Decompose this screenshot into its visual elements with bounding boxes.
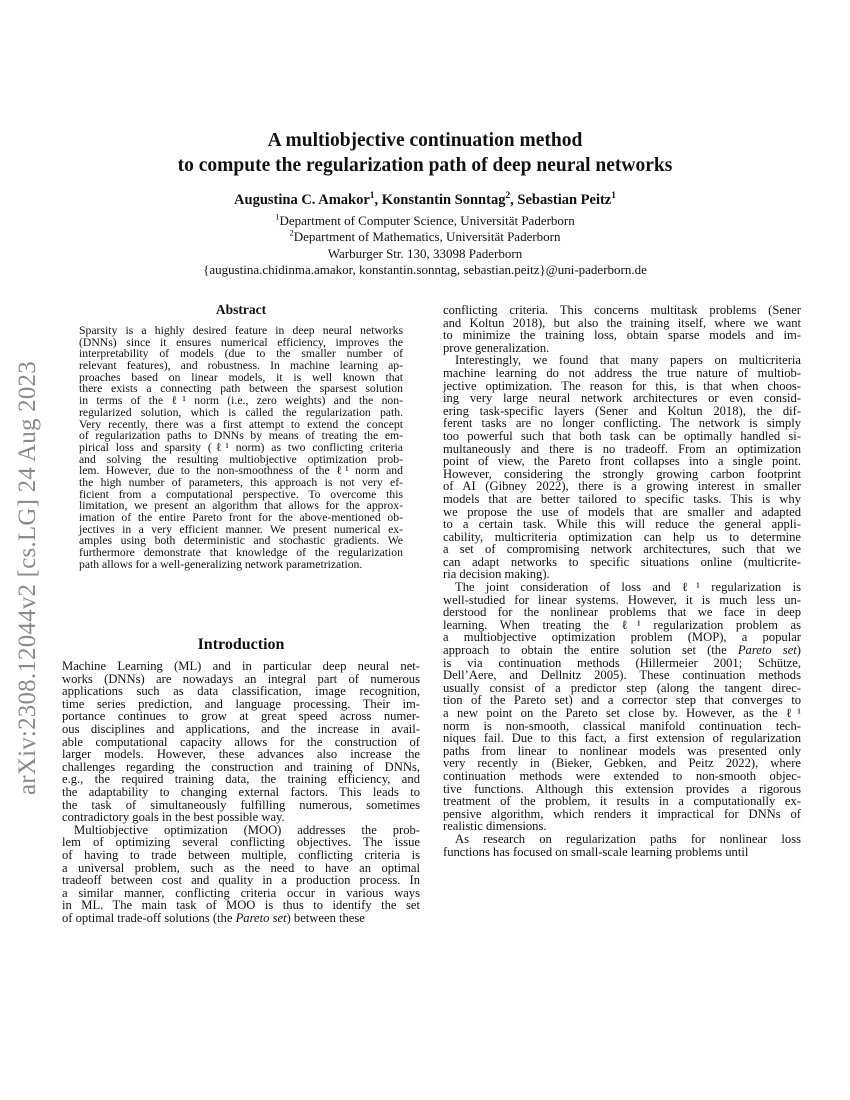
paper-title xyxy=(0,128,850,178)
text-line: able computational capacity allows for the construction of xyxy=(62,734,420,749)
title-line-1: A multiobjective continuation method xyxy=(267,130,583,151)
text-line: of regularization paths to DNNs by means of treating the em- xyxy=(79,429,403,443)
text-line: (DNNs) since it ensures numerical efficiency, improves the xyxy=(79,335,403,349)
text-line: and solving the resulting multiobjective optimization prob- xyxy=(79,452,403,466)
text-line: treatment of the problem, it results in a computationally ex- xyxy=(443,794,801,809)
text-line: point of view, the Pareto front collapses into a single point. xyxy=(443,454,801,469)
text-segment: of optimal trade-off solutions (the xyxy=(62,910,236,925)
text-line: of AI (Gibney 2022), there is a growing interest in smaller xyxy=(443,479,801,494)
text-line: machine learning do not address the true nature of multiob- xyxy=(443,365,801,380)
text-line: pensive algorithm, which renders it impractical for DNNs of xyxy=(443,806,801,821)
text-line: in terms of the ℓ¹ norm (i.e., zero weights) and the non- xyxy=(79,394,403,408)
title-line-2: to compute the regularization path of deep neural networks xyxy=(177,155,673,176)
text-line: continuation methods were extended to non-smooth objec- xyxy=(443,768,801,783)
text-line: in ML. The main task of MOO is thus to identify the set xyxy=(62,898,420,913)
author-affil-sup: 1 xyxy=(611,191,616,202)
text-line: a set of compromising network architectures, such that we xyxy=(443,542,801,557)
text-line xyxy=(443,643,801,656)
text-line: and Koltun 2018), but also the training itself, where we want xyxy=(443,315,801,330)
text-line: the high number of parameters, this approach is not very ef- xyxy=(79,475,403,489)
text-line: ering task-specific layers (Sener and Koltun 2018), the dif- xyxy=(443,403,801,418)
text-line: multaneously and there is no tradeoff. From an optimization xyxy=(443,441,801,456)
text-line: limitation, we present an algorithm that allows for the approx- xyxy=(79,499,403,513)
right-column-body xyxy=(443,303,801,857)
text-line: paths from linear to nonlinear models was presented only xyxy=(443,743,801,758)
text-line: Machine Learning (ML) and in particular deep neural net- xyxy=(62,659,420,673)
affil-text: Department of Computer Science, Universität Paderborn xyxy=(279,213,575,228)
italic-term: Pareto set xyxy=(235,910,287,925)
text-line: usually consist of a predictor step (along the tangent direc- xyxy=(443,680,801,695)
text-line: lem. However, due to the non-smoothness of the ℓ¹ norm and xyxy=(79,464,403,478)
text-line: ficient from a computational perspective. To overcome this xyxy=(79,487,403,501)
text-line: a similar manner, conflicting criteria occur in various ways xyxy=(62,885,420,900)
paragraph xyxy=(62,659,420,823)
text-line: time series prediction, and language processing. Their im- xyxy=(62,696,420,711)
emails: {augustina.chidinma.amakor, konstantin.sonntag, sebastian.peitz}@uni-paderborn.de xyxy=(203,261,647,277)
text-line: very recently in (Bieker, Gebken, and Peitz 2022), where xyxy=(443,756,801,771)
text-segment: approach to obtain the entire solution set (the xyxy=(443,643,738,658)
text-line: contradictory goals in the best possible way. xyxy=(62,810,285,825)
text-line: a new point on the Pareto set close by. However, as the ℓ¹ xyxy=(443,706,801,720)
text-line: we propose the use of models that are smaller and adapted xyxy=(443,504,801,519)
text-line: a multiobjective optimization problem (MOP), a popular xyxy=(443,630,801,645)
paragraph xyxy=(79,324,403,569)
affiliation xyxy=(0,213,850,229)
author-list: Augustina C. Amakor$^1$, Konstantin Sonntag$^2$, Sebastian Peitz$^1$ xyxy=(234,191,616,208)
text-line: learning. When treating the ℓ¹ regularization problem as xyxy=(443,617,801,632)
affil-text: Department of Mathematics, Universität Paderborn xyxy=(293,229,561,245)
text-line: functions has focused on small-scale learning problems until xyxy=(443,844,749,859)
text-line: interpretability of models (due to the smaller number of xyxy=(79,347,403,361)
text-line: Very recently, there was a first attempt to extend the concept xyxy=(79,417,403,431)
text-line: jective optimization. The reason for this, is that when choos- xyxy=(443,378,801,393)
text-line: well-studied for linear systems. However, it is much less un- xyxy=(443,592,801,607)
text-line: Dell’Aere, and Dellnitz 2005). These continuation methods xyxy=(443,668,801,683)
text-line: imation of the entire Pareto front for the above-mentioned ob- xyxy=(79,511,403,524)
italic-term: Pareto set xyxy=(737,643,797,658)
text-line: applications such as data classification, image recognition, xyxy=(62,684,420,699)
arxiv-stamp: arXiv:2308.12044v2 [cs.LG] 24 Aug 2023 xyxy=(14,361,41,795)
paragraph xyxy=(443,353,801,580)
text-line: niques fail. Due to this fact, a first extension of regularization xyxy=(443,731,801,746)
text-line: pirical loss and sparsity (ℓ¹ norm) as two conflicting criteria xyxy=(79,440,403,454)
text-line: too powerful such that both task can be optimally handled si- xyxy=(443,428,801,443)
text-line: the task of simultaneously fulfilling numerous, sometimes xyxy=(62,797,420,812)
text-line: ing very large neural network architectures or even consid- xyxy=(443,391,801,406)
text-line: Sparsity is a highly desired feature in deep neural networks xyxy=(79,324,403,337)
text-line: derstood for the nonlinear problems that we face in deep xyxy=(443,605,801,620)
text-line: tive functions. Although this extension provides a rigorous xyxy=(443,781,801,796)
text-line: path allows for a well-generalizing network parametrization. xyxy=(79,557,363,571)
text-line: amples using both deterministic and stochastic gradients. We xyxy=(79,534,403,548)
affiliation xyxy=(0,229,850,245)
text-segment: ) between these xyxy=(286,910,365,925)
affil-sup: 1 xyxy=(275,211,280,222)
abstract-heading: Abstract xyxy=(215,302,267,317)
text-line: challenges regarding the construction and training of DNNs, xyxy=(62,759,420,774)
text-line: ria decision making). xyxy=(443,567,550,582)
introduction-heading: Introduction xyxy=(197,636,285,653)
text-line: regularized solution, which is called the regularization path. xyxy=(79,405,403,419)
text-line: e.g., the required training data, the training efficiency, and xyxy=(62,772,420,787)
text-line: Interestingly, we found that many papers on multicriteria xyxy=(455,353,801,368)
text-line: larger models. However, these advances also increase the xyxy=(62,747,420,762)
text-line: prove generalization. xyxy=(443,340,550,355)
text-line: to minimize the training loss, obtain sparse models and im- xyxy=(443,328,801,343)
text-line: cability, multicriteria optimization can help us to determine xyxy=(443,529,801,544)
text-line: there exists a connecting path between the sparsest solution xyxy=(79,382,403,396)
text-line: tion of the Pareto set) and a corrector step that converges to xyxy=(443,693,801,708)
text-line: is via continuation methods (Hillermeier 2001; Schütze, xyxy=(443,655,801,670)
text-line: a universal problem, such as the need to have an optimal xyxy=(62,860,420,875)
text-line: relevant features), and robustness. In machine learning ap- xyxy=(79,359,403,373)
text-line: the adaptability to changing external factors. This leads to xyxy=(62,784,420,799)
address: Warburger Str. 130, 33098 Paderborn xyxy=(327,245,523,261)
paragraph xyxy=(443,832,801,857)
text-line xyxy=(62,911,420,924)
text-line: furthermore demonstrate that knowledge of the regularization xyxy=(79,546,403,560)
paragraph xyxy=(62,823,420,924)
text-line: portance continues to grow at great speed across numer- xyxy=(62,709,420,724)
paragraph xyxy=(443,303,801,353)
author-name: Augustina C. Amakor xyxy=(234,192,370,208)
text-line: tradeoff between cost and quality in a production process. In xyxy=(62,873,420,888)
introduction-body xyxy=(62,659,420,923)
text-line: of having to trade between multiple, conflicting criteria is xyxy=(62,847,420,862)
author-name: Sebastian Peitz xyxy=(517,192,612,208)
text-line: models that are better tailored to specific tasks. This is why xyxy=(443,491,801,506)
text-line: However, considering the strongly growing carbon footprint xyxy=(443,466,801,481)
text-line: ferent tasks are no longer conflicting. The network is simply xyxy=(443,416,801,431)
author-name: Konstantin Sonntag xyxy=(381,192,506,208)
text-line: to a certain task. While this will reduce the general appli- xyxy=(443,517,801,532)
author-affil-sup: 2 xyxy=(505,191,511,202)
author-affil-sup: 1 xyxy=(369,191,375,202)
text-segment: ) xyxy=(796,643,801,658)
text-line: norm is non-smooth, classical manifold continuation tech- xyxy=(443,718,801,733)
text-line: lem of optimizing several conflicting objectives. The issue xyxy=(62,835,420,850)
affiliations xyxy=(0,213,850,278)
text-line: conflicting criteria. This concerns multitask problems (Sener xyxy=(443,303,801,317)
text-line: proaches based on linear models, it is well known that xyxy=(79,370,403,384)
text-line: As research on regularization paths for nonlinear loss xyxy=(455,831,801,846)
affil-sup: 2 xyxy=(289,227,294,238)
paragraph xyxy=(443,580,801,832)
text-line: works (DNNs) are nowadays an integral part of numerous xyxy=(62,671,420,686)
text-line: The joint consideration of loss and ℓ¹ regularization is xyxy=(455,580,801,595)
text-line: ous disciplines and applications, and the increase in avail- xyxy=(62,721,420,736)
abstract-body xyxy=(79,324,403,569)
text-line: can adapt networks to specific situations online (multicrite- xyxy=(443,554,801,569)
text-line: Multiobjective optimization (MOO) addresses the prob- xyxy=(74,822,420,837)
text-line: realistic dimensions. xyxy=(443,819,547,834)
text-line: jectives in a very efficient manner. We present numerical ex- xyxy=(79,522,403,536)
